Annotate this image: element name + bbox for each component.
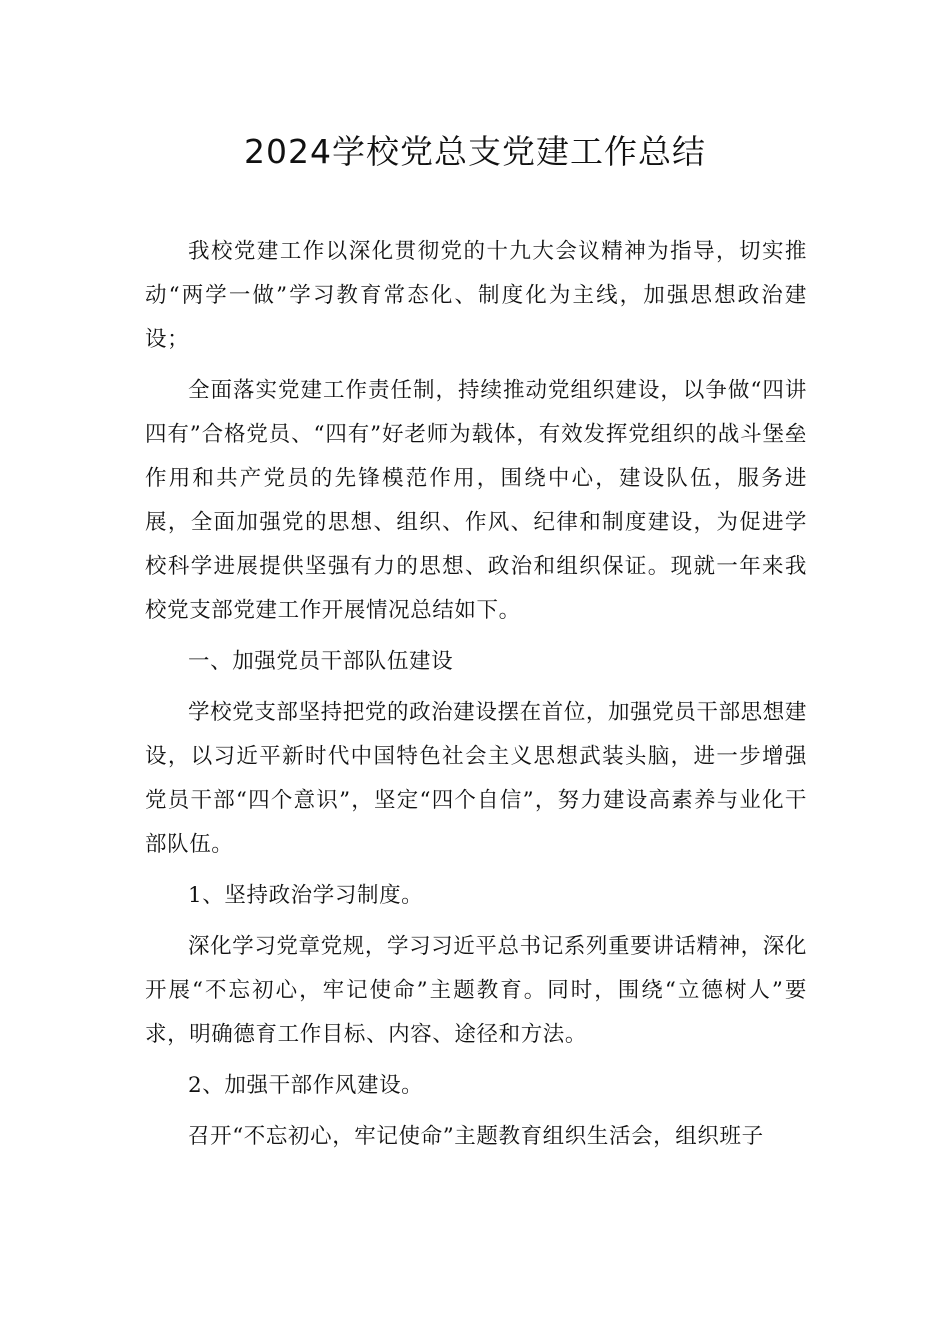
document-title: 2024学校党总支党建工作总结 [244,132,706,171]
paragraph-meeting: 召开“不忘初心，牢记使命”主题教育组织生活会，组织班子 [188,1124,764,1149]
paragraph-intro: 我校党建工作以深化贯彻党的十九大会议精神为指导，切实推动“两学一做”学习教育常态化、制度化为主线，加强思想政治建设； [145,239,807,352]
section-heading-1: 一、加强党员干部队伍建设 [188,649,454,674]
document-body [145,230,807,1166]
subheading-1: 1、坚持政治学习制度。 [188,883,424,908]
paragraph-section-1: 学校党支部坚持把党的政治建设摆在首位，加强党员干部思想建设，以习近平新时代中国特色社会主义思想武装头脑，进一步增强党员干部“四个意识”，坚定“四个自信”，努力建设高素养与业化干部队伍。 [145,700,807,857]
subheading-2: 2、加强干部作风建设。 [188,1073,424,1098]
paragraph-responsibility: 全面落实党建工作责任制，持续推动党组织建设，以争做“四讲四有”合格党员、“四有”好老师为载体，有效发挥党组织的战斗堡垒作用和共产党员的先锋模范作用，围绕中心，建设队伍，服务进展，全面加强党的思想、组织、作风、纪律和制度建设，为促进学校科学进展提供坚强有力的思想、政治和组织保证。现就一年来我校党支部党建工作开展情况总结如下。 [145,378,807,623]
paragraph-study: 深化学习党章党规，学习习近平总书记系列重要讲话精神，深化开展“不忘初心，牢记使命”主题教育。同时，围绕“立德树人”要求，明确德育工作目标、内容、途径和方法。 [145,934,807,1047]
